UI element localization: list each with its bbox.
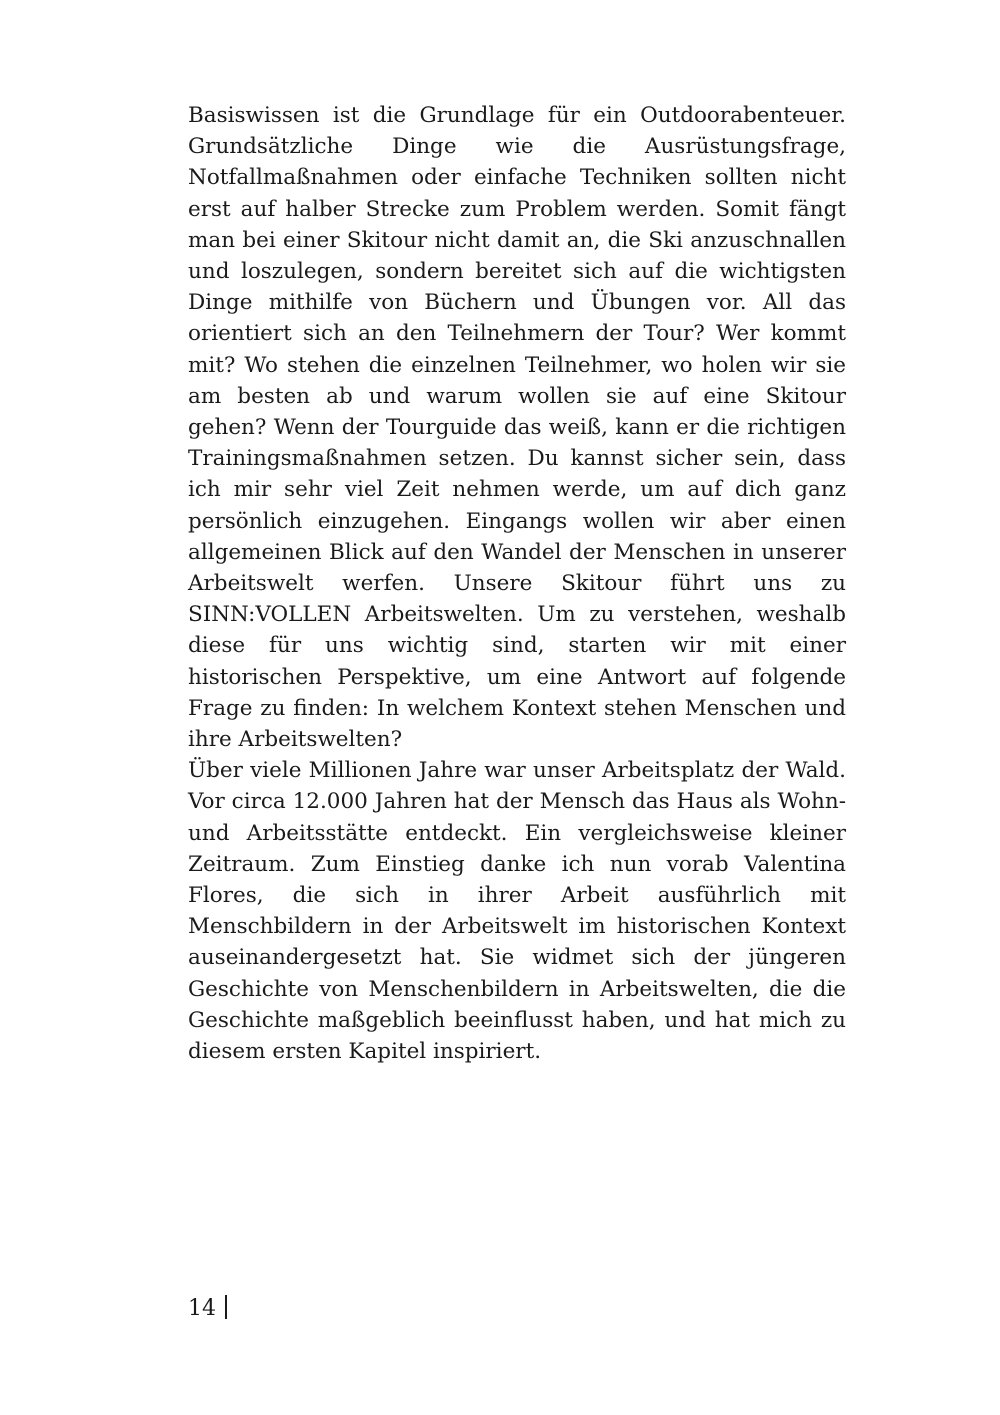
body-text (188, 100, 846, 1067)
paragraph-2: Über viele Millionen Jahre war unser Arbeitsplatz der Wald. Vor circa 12.000 Jahren hat der Mensch das Haus als Wohn- und Arbeitsstätte entdeckt. Ein vergleichsweise kleiner Zeitraum. Zum Einstieg danke ich nun vorab Valentina Flores, die sich in ihrer Arbeit ausführlich mit Menschbildern in der Arbeitswelt im historischen Kontext auseinandergesetzt hat. Sie widmet sich der jüngeren Geschichte von Menschenbildern in Arbeitswelten, die die Geschichte maßgeblich beeinflusst haben, und hat mich zu diesem ersten Kapitel inspiriert. (188, 758, 846, 1065)
page-footer (188, 1294, 227, 1324)
paragraph-1: Basiswissen ist die Grundlage für ein Outdoorabenteuer. Grundsätzliche Dinge wie die Ausrüstungsfrage, Notfallmaßnahmen oder einfache Techniken sollten nicht erst auf halber Strecke zum Problem werden. Somit fängt man bei einer Skitour nicht damit an, die Ski anzuschnallen und loszulegen, sondern bereitet sich auf die wichtigsten Dinge mithilfe von Büchern und Übungen vor. All das orientiert sich an den Teilnehmern der Tour? Wer kommt mit? Wo stehen die einzelnen Teilnehmer, wo holen wir sie am besten ab und warum wollen sie auf eine Skitour gehen? Wenn der Tourguide das weiß, kann er die richtigen Trainingsmaßnahmen setzen. Du kannst sicher sein, dass ich mir sehr viel Zeit nehmen werde, um auf dich ganz persönlich einzugehen. Eingangs wollen wir aber einen allgemeinen Blick auf den Wandel der Menschen in unserer Arbeitswelt werfen. Unsere Skitour führt uns zu SINN:VOLLEN Arbeitswelten. Um zu verstehen, weshalb diese für uns wichtig sind, starten wir mit einer historischen Perspektive, um eine Antwort auf folgende Frage zu finden: In welchem Kontext stehen Menschen und ihre Arbeitswelten? (188, 103, 846, 753)
page-number-separator (225, 1295, 227, 1319)
page-number: 14 (188, 1296, 216, 1321)
